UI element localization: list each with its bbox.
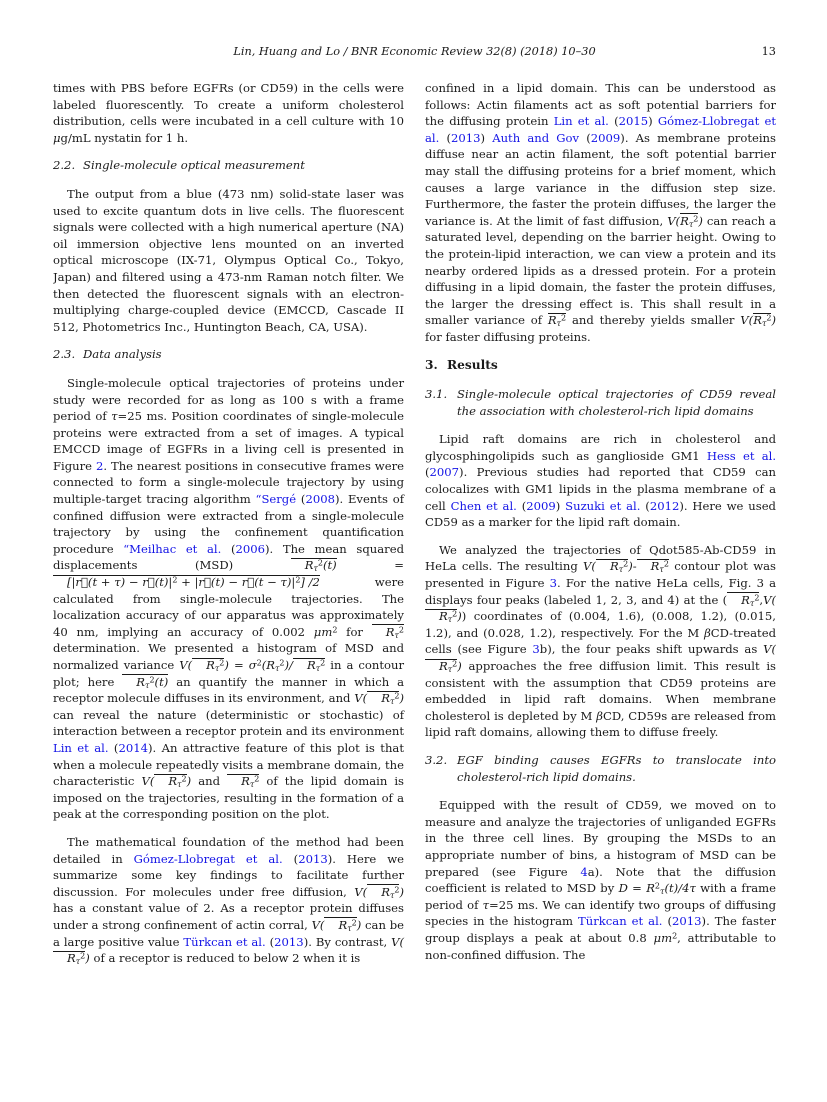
text-run: a). Note that the diffusion coefficient is related to MSD by	[425, 864, 776, 896]
text-run: σ	[248, 658, 257, 672]
text-run: and thereby yields smaller	[566, 313, 741, 328]
text-run: (	[516, 498, 527, 513]
text-run: )	[628, 559, 633, 574]
citation-link[interactable]: 2006	[235, 541, 265, 556]
text-run: R	[439, 609, 448, 624]
text-run: τ	[145, 680, 150, 690]
text-run: (t)/4τ	[664, 881, 696, 896]
text-run: (	[296, 492, 306, 507]
citation-link[interactable]: “Sergé	[255, 492, 297, 507]
text-run: τ	[482, 897, 490, 912]
section-number: 3.2.	[425, 752, 448, 767]
text-run: τ	[274, 664, 280, 673]
text-run: τ	[556, 319, 562, 329]
text-run: 2	[351, 918, 357, 928]
section-number: 2.3.	[53, 347, 76, 362]
text-run: V(	[763, 592, 776, 607]
text-run: ). Here we used CD59 as a marker for the lipid raft domain.	[425, 498, 776, 530]
text-run: R	[680, 213, 689, 228]
citation-link[interactable]: 2007	[429, 465, 460, 480]
text-run: μm	[313, 624, 333, 639]
text-run: We analyzed the trajectories of Qdot585-Ab-CD59 in HeLa cells. The resulting	[425, 542, 776, 574]
math-overline	[680, 213, 698, 227]
math-overline	[367, 884, 399, 898]
text-run: 2	[672, 931, 678, 941]
text-run: . The nearest positions in consecutive frames were connected to form a single-molecule trajectory by using multiple-target tracing algorithm	[53, 458, 404, 507]
text-run: R	[646, 881, 655, 896]
text-run: 2	[452, 659, 458, 669]
text-run: τ	[447, 615, 453, 625]
text-run: Single-molecule optical trajectories of proteins under study were recorded for as long as 100 s with a frame period of	[53, 375, 404, 424]
text-run: V(	[141, 774, 155, 789]
text-run: for faster diffusing proteins.	[425, 329, 591, 344]
text-run: ). The mean squared displacements (MSD)	[53, 541, 404, 573]
text-run: τ	[177, 780, 182, 790]
text-run: determination. We presented a histogram of MSD and normalized variance	[53, 641, 404, 672]
text-run: contour plot was presented in Figure	[425, 559, 776, 591]
citation-link[interactable]: Suzuki et al.	[565, 498, 641, 513]
text-run: R	[136, 674, 146, 689]
citation-link[interactable]: Lin et al.	[53, 740, 109, 755]
text-run: (	[265, 934, 275, 949]
citation-link[interactable]: Auth and Gov	[492, 130, 580, 145]
text-run: τ	[618, 565, 624, 575]
section-number: 2.2.	[53, 158, 76, 173]
right-column	[425, 80, 776, 1062]
text-run: R	[650, 559, 660, 574]
text-run: (	[662, 914, 673, 929]
text-run: can reveal the nature (deterministic or stochastic) of interaction between a receptor protein and its environment	[53, 707, 404, 739]
text-run: can be a large positive value	[53, 917, 404, 949]
math-overline	[227, 774, 259, 788]
text-run: of a receptor is reduced to below 2 when it is	[89, 951, 361, 966]
text-run: ). By contrast,	[303, 934, 392, 949]
paragraph	[425, 80, 776, 346]
text-run: b), the four peaks shift upwards as	[539, 642, 764, 657]
text-run: V(	[667, 213, 681, 228]
math-overline	[425, 659, 457, 673]
text-run: )	[648, 114, 658, 129]
text-run: (	[425, 465, 430, 480]
text-run: τ	[214, 664, 220, 673]
text-run: 2	[317, 558, 323, 568]
text-run: ] /2	[300, 575, 320, 590]
text-run: (	[439, 130, 451, 145]
citation-link[interactable]: Lin et al.	[553, 114, 609, 129]
text-run: (	[579, 130, 591, 145]
section-title	[83, 157, 404, 174]
text-run: were calculated from single-molecule trajectories. The localization accuracy of our apparatus was approximately 40 nm, implying an accuracy of 0.002	[53, 575, 404, 639]
text-run: (t)	[322, 558, 337, 573]
citation-link[interactable]: Gómez-Llobregat et al.	[425, 114, 776, 145]
math-overline	[53, 575, 320, 589]
text-run: and	[191, 774, 228, 789]
paragraph	[425, 431, 776, 531]
text-run: ). The faster group displays a peak at about 0.8	[425, 914, 776, 945]
text-run: ). An attractive feature of this plot is that when a molecule repeatedly visits a membrane domain, the characteristic	[53, 740, 404, 789]
math-overline	[372, 624, 404, 638]
text-run: 2	[254, 774, 260, 784]
text-run: for	[337, 624, 372, 639]
text-run: 2	[332, 625, 338, 635]
citation-link[interactable]: Hess et al.	[706, 448, 776, 463]
text-run: 2	[181, 774, 187, 784]
math-overline	[753, 313, 771, 327]
text-run: 2	[172, 575, 178, 585]
citation-link[interactable]: 2009	[590, 130, 621, 145]
text-run: Equipped with the result of CD59, we moved on to measure and analyze the trajectories of unliganded EGFRs in the three cell lines. By grouping the MSDs to an appropriate number of bins, a histogram of MSD can be prepared (see Figure	[425, 798, 776, 879]
text-run: )	[698, 213, 703, 228]
text-run: =	[336, 558, 404, 573]
citation-link[interactable]: 2013	[451, 130, 481, 145]
text-run: 2	[320, 658, 326, 668]
text-run: (	[108, 740, 119, 755]
text-run: V(	[583, 559, 596, 574]
citation-link[interactable]: 4	[580, 864, 588, 879]
text-run: R	[753, 313, 762, 328]
text-run: [|r⃗(t + τ) − r⃗(t)|	[67, 575, 173, 590]
text-run: 2	[295, 575, 301, 585]
text-run: =25 ms. Position coordinates of single-molecule proteins were extracted from a set of images. A typical EMCCD image of EGFRs in a living cell is presented in Figure	[53, 409, 405, 473]
text-run: ,	[759, 592, 764, 607]
text-run: R	[338, 917, 348, 932]
text-run: 2	[623, 559, 629, 569]
text-run: ). Here we summarize some key findings to facilitate further discussion. For molecules under free diffusion,	[53, 851, 404, 899]
text-run: )	[457, 609, 462, 624]
text-run: )	[399, 884, 404, 899]
text-run: confined in a lipid domain. This can be understood as follows: Actin filaments act as soft potential barriers for the diffusing protein	[425, 81, 776, 129]
text-run: )	[85, 951, 90, 966]
text-run: R	[741, 592, 750, 607]
text-run: -	[632, 559, 637, 574]
text-run: Lipid raft domains are rich in cholesterol and glycosphingolipids such as ganglioside GM1	[425, 432, 776, 463]
text-run: 2	[394, 885, 400, 895]
text-run: 2	[80, 951, 86, 961]
math-overline	[154, 774, 186, 788]
subsection-heading	[425, 752, 776, 785]
text-run: R	[206, 658, 215, 672]
text-run: τ	[313, 564, 318, 574]
paragraph	[53, 834, 404, 967]
text-run: )	[399, 691, 404, 706]
running-head: Lin, Huang and Lo / BNR Economic Review 32(8) (2018) 10–30	[233, 45, 596, 58]
math-overline	[324, 917, 356, 931]
text-run: 2	[766, 313, 772, 323]
text-run: τ	[389, 697, 395, 707]
text-run: 2	[654, 881, 661, 891]
text-run: CD, CD59s are released from lipid raft domains, allowing them to diffuse freely.	[425, 708, 776, 740]
text-run: + |r⃗(t) − r⃗(t − τ)|	[177, 575, 296, 590]
text-run: in a contour plot; here	[53, 658, 404, 689]
text-run: (	[282, 851, 299, 866]
citation-link[interactable]: et al.	[631, 914, 663, 929]
text-run: 2	[754, 593, 760, 603]
section-title	[457, 752, 776, 785]
text-run: of the lipid domain is imposed on the trajectories, resulting in the formation of a peak at the corresponding position on the plot.	[53, 774, 405, 822]
citation-link[interactable]: Türkcan	[578, 914, 627, 929]
text-run: (R	[261, 658, 275, 672]
paragraph	[53, 186, 404, 335]
text-run: V(	[763, 642, 776, 657]
math-overline	[727, 592, 759, 606]
math-overline	[122, 674, 168, 688]
paragraph	[53, 80, 404, 146]
citation-link[interactable]: 2014	[118, 740, 148, 755]
text-run: Single-molecule optical trajectories of CD59 reveal the association with cholesterol-rich lipid domains	[457, 387, 776, 418]
text-run: an quantify the manner in which a receptor molecule diffuses in its environment, and	[53, 674, 405, 706]
text-run: can reach a saturated level, depending on the barrier height. Owing to the protein-lipid interaction, we can view a protein and its nearby ordered lipids as a dressed protein. For a protein diffusing in a lipid domain, the faster the protein diffuses, the larger the dressing effect is. This shall result in a smaller variance of	[425, 213, 776, 328]
subsection-heading	[53, 157, 404, 174]
math-overline	[637, 559, 669, 573]
section-title	[457, 386, 776, 419]
math-overline	[293, 658, 325, 672]
text-run: =25 ms. We can identify two groups of diffusing species in the histogram	[425, 897, 776, 929]
text-run: R	[306, 658, 316, 672]
citation-link[interactable]: 2013	[298, 851, 328, 866]
citation-link[interactable]: 2013	[274, 934, 304, 949]
text-run: g/mL nystatin for 1 h.	[60, 130, 189, 145]
text-run: τ	[347, 923, 352, 933]
text-run: 2	[149, 675, 155, 685]
math-overline	[548, 313, 566, 327]
text-run: (	[640, 498, 650, 513]
text-run: R	[168, 774, 178, 789]
subsection-heading	[425, 386, 776, 419]
text-run: , attributable to non-confined diffusion. The	[425, 930, 776, 962]
page-number: 13	[761, 45, 776, 58]
text-run: with a frame period of	[425, 881, 776, 912]
subsection-heading	[53, 346, 404, 363]
text-run: R	[547, 313, 557, 328]
text-run: The output from a blue (473 nm) solid-state laser was used to excite quantum dots in live cells. The fluorescent signals were collected with a high numerical aperture (NA) oil immersion objective lens mounted on an inverted optical microscope (IX-71, Olympus Optical Co., Tokyo, Japan) and filtered using a 473-nm Raman notch filter. We then detected the fluorescent signals with an electron-multiplying charge-coupled device (EMCCD, Cascade II 512, Photometrics Inc., Huntington Beach, CA, USA).	[53, 186, 404, 334]
section-title	[447, 357, 776, 374]
text-run: β	[596, 708, 603, 723]
text-run: τ	[447, 665, 453, 674]
text-run: R	[609, 559, 619, 574]
text-run: β	[704, 625, 711, 640]
citation-link[interactable]: Gómez-Llobregat et al.	[133, 851, 283, 866]
math-overline	[425, 609, 457, 623]
text-run: τ	[660, 887, 665, 897]
math-overline	[192, 658, 224, 672]
text-run: has a constant value of 2. As a receptor protein diffuses under a strong confinement of actin corral,	[53, 901, 404, 932]
text-run: CD-treated cells (see Figure	[425, 625, 776, 657]
text-run: )	[356, 917, 362, 932]
text-run: . For the native HeLa cells, Fig. 3 a displays four peaks (labeled 1, 2, 3, and 4) at the (	[425, 576, 776, 607]
text-run: =	[228, 658, 249, 672]
text-run: ). Previous studies had reported that CD59 can colocalizes with GM1 lipids in the plasma membrane of a cell	[425, 465, 776, 513]
text-run: )	[771, 313, 776, 328]
section-title	[83, 346, 404, 363]
text-run: τ	[749, 598, 755, 608]
citation-link[interactable]: 3	[532, 642, 540, 657]
citation-link[interactable]: Türkcan et al.	[183, 934, 266, 949]
text-run: R	[304, 558, 314, 573]
text-run: τ	[75, 957, 81, 967]
paragraph	[425, 542, 776, 741]
text-run: R	[241, 774, 250, 789]
text-run: times with PBS before EGFRs (or CD59) in the cells were labeled fluorescently. To create a uniform cholesterol distribution, cells were incubated in a cell culture with 10	[53, 81, 404, 129]
text-run: V(	[391, 934, 404, 949]
paragraph	[425, 797, 776, 963]
text-run: V(	[354, 691, 368, 706]
text-run: τ	[389, 890, 395, 900]
text-run: )	[480, 130, 493, 145]
citation-link[interactable]: 2012	[649, 498, 680, 513]
text-run: )/	[284, 658, 293, 672]
text-run: 2	[219, 658, 225, 668]
text-run: 2	[279, 658, 285, 668]
text-run: R	[385, 624, 395, 639]
math-overline	[53, 951, 85, 965]
text-run: =	[627, 881, 647, 896]
text-run: 2	[452, 609, 458, 619]
section-heading	[425, 357, 776, 374]
left-column	[53, 80, 404, 1062]
text-run: EGF binding causes EGFRs to translocate into cholesterol-rich lipid domains.	[457, 752, 776, 784]
text-run: )	[457, 659, 462, 673]
citation-link[interactable]: 2013	[672, 914, 702, 929]
text-run: Data analysis	[83, 347, 162, 362]
text-run: Results	[447, 357, 498, 372]
text-run: ) coordinates of (0.004, 1.6), (0.008, 1.2), (0.015, 1.2), and (0.028, 1.2), respectively. For the M	[425, 609, 776, 640]
text-run: ). Events of confined diffusion were extracted from a single-molecule trajectory by using the confinement quantification procedure	[53, 492, 404, 556]
citation-link[interactable]: 2008	[305, 492, 335, 507]
text-run: V(	[354, 884, 368, 899]
text-run: τ	[688, 219, 694, 229]
text-run: μm	[653, 930, 673, 945]
citation-link[interactable]: 3	[549, 576, 558, 591]
text-run: V(	[740, 313, 754, 328]
text-run: (t)	[154, 674, 169, 689]
text-run: τ	[111, 409, 118, 424]
citation-link[interactable]: “Meilhac et al.	[123, 541, 222, 556]
text-run: ). As membrane proteins diffuse near an actin filament, the soft potential barrier may stall the diffusing proteins for a brief moment, which causes a large variance in the diffusion step size. Furthermore, the faster the protein diffuses, the larger the variance is. At the limit of fast diffusion,	[425, 130, 776, 228]
text-run: 2	[398, 625, 404, 635]
section-number: 3.	[425, 357, 438, 372]
math-overline	[291, 558, 337, 572]
text-run: τ	[659, 565, 664, 575]
text-run: τ	[315, 664, 321, 673]
text-run: D	[618, 881, 628, 896]
text-run: R	[381, 691, 390, 706]
text-run: V(	[179, 658, 193, 672]
text-run: Single-molecule optical measurement	[83, 158, 305, 173]
citation-link[interactable]: 2009	[526, 498, 556, 513]
text-run: τ	[249, 780, 255, 790]
text-run: τ	[761, 319, 767, 329]
text-run: 2	[693, 214, 699, 224]
math-overline	[596, 559, 628, 573]
text-run: R	[439, 659, 448, 673]
text-run: μ	[53, 130, 61, 145]
text-run: )	[224, 658, 229, 672]
text-run: )	[186, 774, 192, 789]
text-run: )	[555, 498, 566, 513]
text-run: 2	[663, 559, 669, 569]
text-run: (	[608, 114, 619, 129]
text-run: The mathematical foundation of the method had been detailed in	[53, 834, 404, 866]
text-run: V(	[311, 917, 325, 932]
text-run: R	[381, 884, 390, 899]
text-run: approaches the free diffusion limit. This result is consistent with the assumption that CD59 proteins are embedded in lipid raft domains. When membrane cholesterol is depleted by M	[425, 659, 776, 723]
text-run: 2	[256, 658, 262, 668]
two-column-body	[53, 80, 776, 1062]
citation-link[interactable]: Chen et al.	[450, 498, 517, 513]
citation-link[interactable]: 2	[95, 458, 104, 473]
paragraph	[53, 375, 404, 823]
math-overline	[367, 691, 399, 705]
section-number: 3.1.	[425, 387, 448, 402]
text-run: (	[221, 541, 236, 556]
text-run: τ	[394, 630, 399, 640]
citation-link[interactable]: 2015	[618, 114, 649, 129]
text-run: 2	[561, 313, 567, 323]
text-run: R	[67, 951, 76, 966]
text-run: 2	[394, 691, 400, 701]
